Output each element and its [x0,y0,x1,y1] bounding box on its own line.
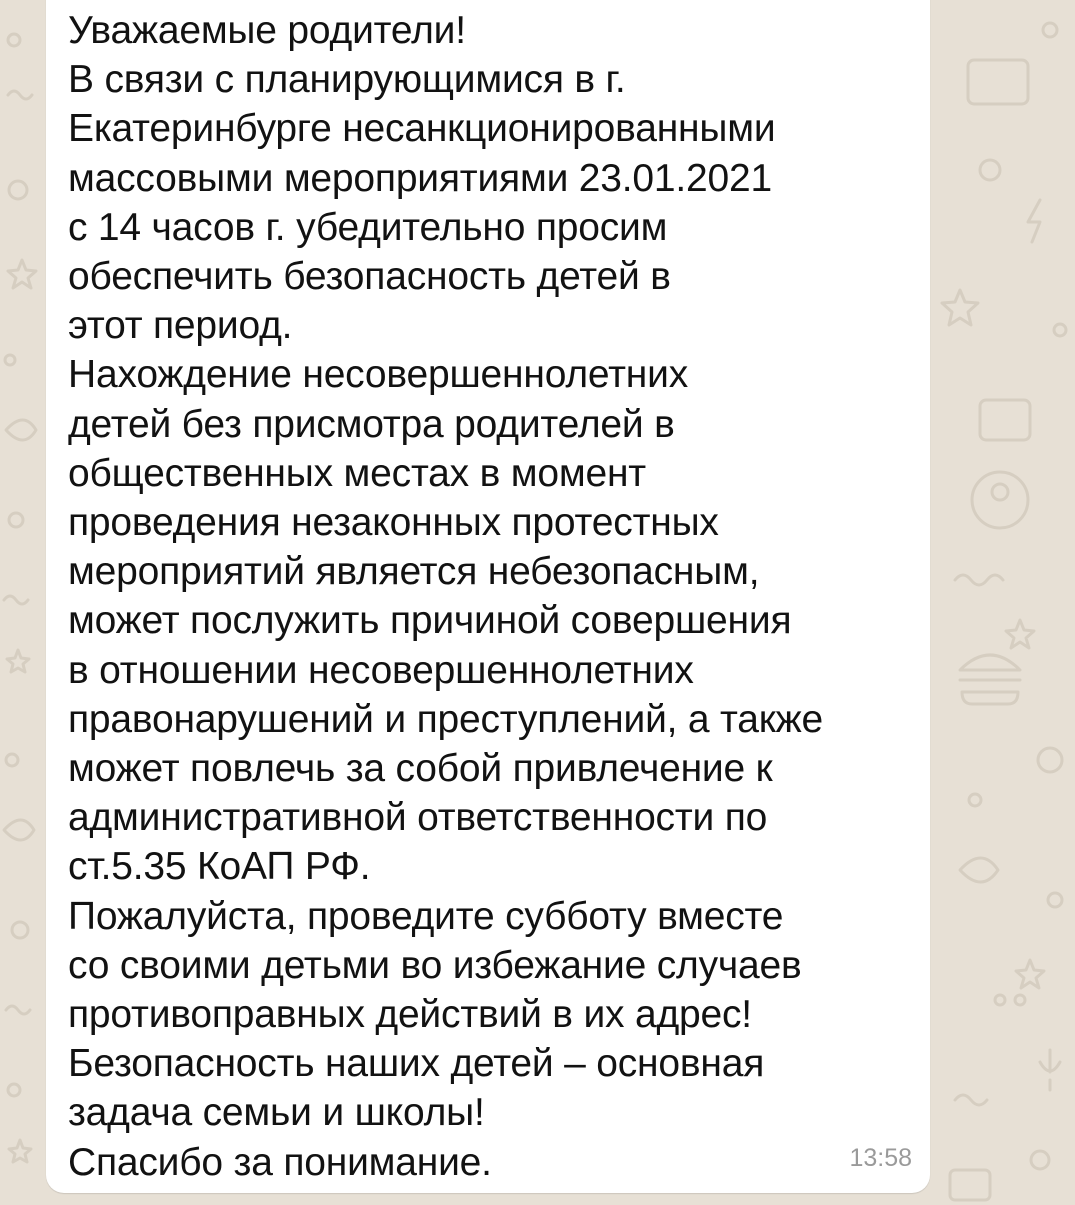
doodle-bolt [1028,200,1040,242]
message-line: в отношении несовершеннолетних [68,648,694,692]
doodle-star [8,260,36,288]
doodle-circle [8,34,20,46]
message-line: мероприятий является небезопасным, [68,550,760,594]
message-line: Спасибо за понимание. [68,1140,492,1184]
doodle-wave [4,596,28,604]
doodle-mic [1040,1050,1060,1090]
message-line: Нахождение несовершеннолетних [68,353,688,397]
message-text [68,6,918,1187]
doodle-star [9,1140,31,1162]
doodle-circle [6,754,18,766]
message-line: со своими детьми во избежание случаев [68,943,802,987]
message-line: проведения незаконных протестных [68,501,719,545]
doodle-circle [9,181,27,199]
doodle-circle [1038,748,1062,772]
doodle-leaf [6,420,36,440]
doodle-leaf [4,820,34,840]
doodle-circle [1043,23,1057,37]
message-line: Уважаемые родители! [68,9,466,52]
doodle-circle [969,794,981,806]
doodle-circle [5,355,15,365]
doodle-circle [8,1084,20,1096]
message-line: ст.5.35 КоАП РФ. [68,845,371,889]
message-line: Пожалуйста, проведите субботу вместе [68,894,784,938]
doodle-circle [995,995,1005,1005]
message-line: общественных местах в момент [68,451,646,495]
message-line: Екатеринбурге несанкционированными [68,107,776,151]
doodle-wave [955,1095,987,1105]
doodle-circle [1031,1151,1049,1169]
doodle-circle [9,513,23,527]
doodle-star [7,650,29,672]
doodle-wave [955,575,1003,585]
doodle-circle [1054,324,1066,336]
doodle-wave [6,1006,30,1014]
message-line: может повлечь за собой привлечение к [68,747,773,791]
message-bubble[interactable] [46,0,930,1193]
doodle-card [950,1170,990,1200]
message-line: может послужить причиной совершения [68,599,792,643]
doodle-circle [1015,995,1025,1005]
doodle-star [1006,620,1034,648]
doodle-circle [1048,893,1062,907]
doodle-star [1016,960,1044,988]
doodle-card [968,60,1028,104]
doodle-leaf [960,858,998,882]
doodle-burger [960,655,1020,704]
message-line: противоправных действий в их адрес! [68,993,752,1037]
doodle-circle [992,484,1008,500]
message-line: массовыми мероприятиями 23.01.2021 [68,156,772,200]
doodle-circle [980,160,1000,180]
doodle-wave [8,91,32,99]
message-line: детей без присмотра родителей в [68,402,675,446]
message-line: административной ответственности по [68,796,768,840]
message-line: правонарушений и преступлений, а также [68,697,824,741]
message-line: обеспечить безопасность детей в [68,255,671,299]
doodle-star [942,290,978,325]
doodle-note [980,400,1030,440]
message-timestamp: 13:58 [849,1144,912,1172]
message-line: с 14 часов г. убедительно просим [68,205,668,249]
doodle-circle [12,922,28,938]
message-line: задача семьи и школы! [68,1091,485,1135]
message-line: Безопасность наших детей – основная [68,1042,765,1086]
message-line: В связи с планирующимися в г. [68,58,626,102]
message-line: этот период. [68,304,293,348]
